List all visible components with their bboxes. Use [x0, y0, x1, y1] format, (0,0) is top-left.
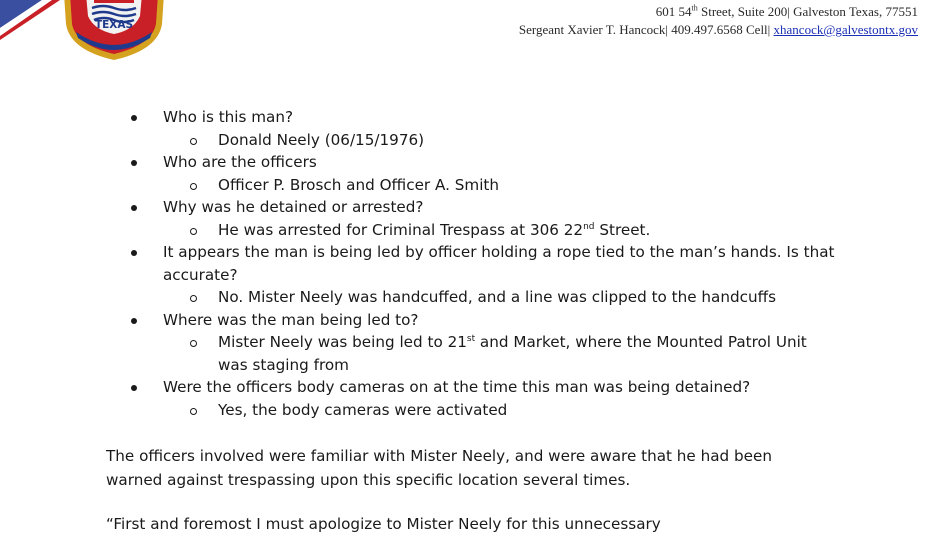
- corner-stripe: [0, 0, 60, 40]
- answer-text-line-1: Mister Neely was being led to 21st and Market, where the Mounted Patrol Unit: [218, 333, 807, 351]
- answer-text: Officer P. Brosch and Officer A. Smith: [218, 175, 500, 194]
- letterhead: [519, 3, 918, 39]
- answer-item: [0, 219, 938, 242]
- question-item: [0, 376, 938, 399]
- answer-text: He was arrested for Criminal Trespass at 306 22nd Street.: [218, 220, 651, 239]
- circle-bullet-icon: [190, 340, 197, 347]
- answer-item: [0, 399, 938, 422]
- question-text-line-2: accurate?: [163, 265, 238, 284]
- question-text: Were the officers body cameras on at the time this man was being detained?: [163, 378, 751, 396]
- qa-list: [0, 106, 938, 421]
- question-text: Who are the officers: [163, 153, 317, 171]
- bullet-icon: [131, 115, 137, 121]
- question-text-line-1: It appears the man is being led by officer holding a rope tied to the man’s hands. Is that: [163, 243, 835, 261]
- answer-item: [0, 129, 938, 152]
- circle-bullet-icon: [190, 228, 197, 235]
- question-text: Why was he detained or arrested?: [163, 198, 424, 216]
- answer-item: [0, 174, 938, 197]
- circle-bullet-icon: [190, 295, 197, 302]
- question-item: [0, 151, 938, 174]
- question-item: [0, 196, 938, 219]
- answer-text: Donald Neely (06/15/1976): [218, 130, 425, 149]
- question-text: Where was the man being led to?: [163, 310, 419, 329]
- answer-text: Yes, the body cameras were activated: [218, 400, 508, 419]
- police-badge-icon: [58, 0, 170, 60]
- paragraph-apology: “First and foremost I must apologize to Mister Neely for this unnecessary: [106, 515, 661, 533]
- answer-text-line-2: was staging from: [218, 355, 349, 374]
- question-item: [0, 241, 938, 286]
- letterhead-contact: Sergeant Xavier T. Hancock| 409.497.6568 Cell| xhancock@galvestontx.gov: [518, 22, 918, 37]
- badge-label: TEXAS: [94, 19, 134, 31]
- question-item: [0, 309, 938, 332]
- bullet-icon: [131, 385, 137, 391]
- paragraph-officers-familiar: The officers involved were familiar with Mister Neely, and were aware that he had been warned against trespassing upon this specific location several times.: [106, 447, 772, 489]
- question-item: [0, 106, 938, 129]
- bullet-icon: [131, 318, 137, 324]
- circle-bullet-icon: [190, 408, 197, 415]
- bullet-icon: [131, 250, 137, 256]
- letterhead-address: 601 54th Street, Suite 200| Galveston Texas, 77551: [655, 3, 918, 19]
- answer-text: No. Mister Neely was handcuffed, and a line was clipped to the handcuffs: [218, 288, 776, 306]
- bullet-icon: [131, 205, 137, 211]
- circle-bullet-icon: [190, 138, 197, 145]
- question-text: Who is this man?: [163, 108, 294, 126]
- email-link[interactable]: xhancock@galvestontx.gov: [773, 22, 918, 37]
- answer-item: [0, 286, 938, 309]
- answer-item: [0, 331, 938, 376]
- circle-bullet-icon: [190, 183, 197, 190]
- bullet-icon: [131, 160, 137, 166]
